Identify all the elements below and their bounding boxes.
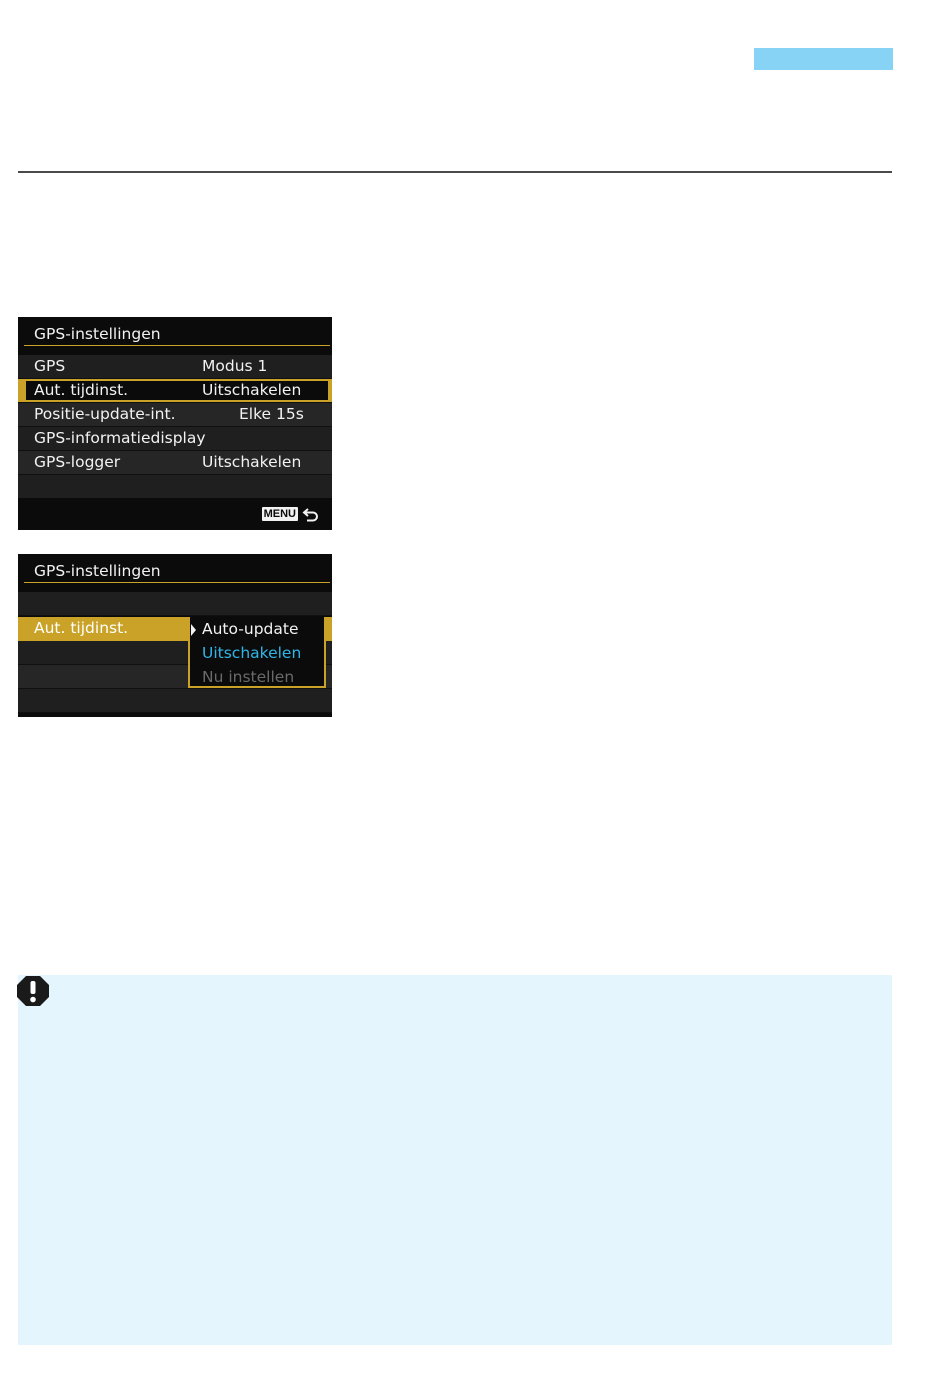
menu-button[interactable]: MENU (263, 508, 296, 520)
row-value: Modus 1 (202, 357, 268, 375)
return-arrow-icon[interactable] (302, 506, 320, 522)
row-label: Aut. tijdinst. (34, 381, 129, 399)
caution-icon (16, 975, 50, 1007)
row-value: Uitschakelen (202, 381, 302, 399)
row-value: Uitschakelen (202, 453, 302, 471)
options-dropdown[interactable] (188, 617, 326, 688)
row-value: Elke 15s (239, 405, 304, 423)
gps-settings-screen (18, 317, 332, 530)
screen-title: GPS-instellingen (34, 562, 161, 580)
settings-list (18, 355, 332, 499)
row-label: Aut. tijdinst. (34, 619, 129, 637)
list-row-empty (18, 592, 332, 616)
screen-title: GPS-instellingen (34, 325, 161, 343)
settings-row-empty (18, 475, 332, 499)
row-label: GPS (34, 357, 66, 375)
settings-row-auto-time-selected[interactable] (18, 379, 332, 403)
selection-pointer-icon (191, 624, 196, 636)
settings-row-position-update[interactable] (18, 403, 332, 427)
row-label: Positie-update-int. (34, 405, 176, 423)
list-row-empty (18, 689, 332, 713)
section-tab-marker (754, 48, 893, 70)
title-underline (24, 582, 330, 583)
header-rule (18, 171, 892, 173)
option-auto-update[interactable]: Auto-update (202, 620, 299, 638)
row-label: GPS-informatiedisplay (34, 429, 206, 447)
settings-row-gps-info-display[interactable] (18, 427, 332, 451)
settings-row-gps-logger[interactable] (18, 451, 332, 475)
caution-box (18, 975, 892, 1345)
auto-time-dropdown-screen (18, 554, 332, 717)
screen-footer (18, 498, 332, 530)
settings-row-gps[interactable] (18, 355, 332, 379)
title-underline (24, 345, 330, 346)
option-disable[interactable]: Uitschakelen (202, 644, 302, 662)
option-set-now-disabled: Nu instellen (202, 668, 295, 686)
row-label: GPS-logger (34, 453, 121, 471)
